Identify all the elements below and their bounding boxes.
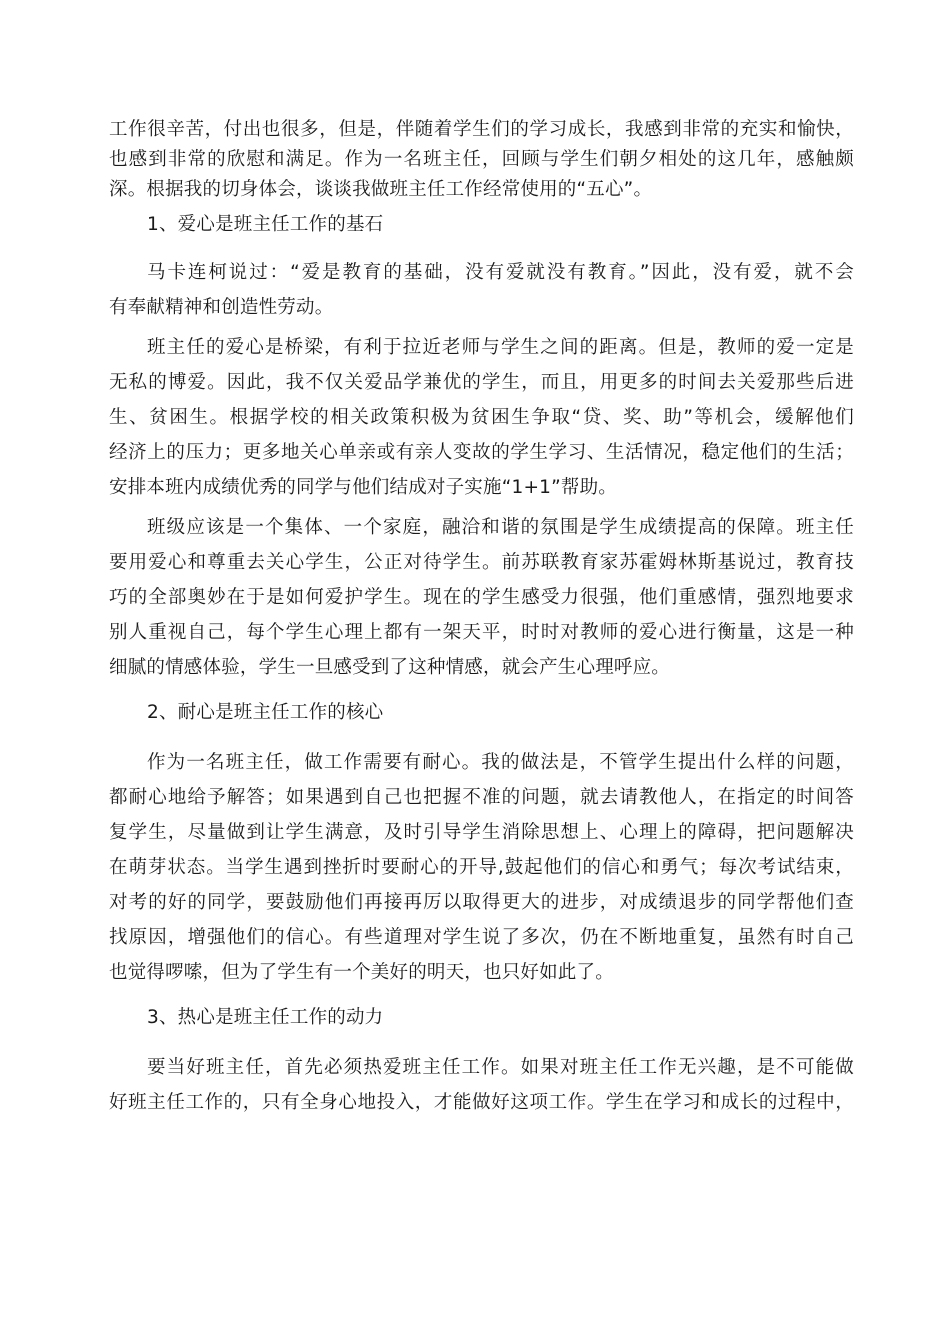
paragraph-line: 有奉献精神和创造性劳动。: [109, 297, 334, 318]
section-heading-3: 3、热心是班主任工作的动力: [147, 1007, 384, 1028]
paragraph-line: 在萌芽状态。当学生遇到挫折时要耐心的开导,鼓起他们的信心和勇气；每次考试结束，: [109, 857, 854, 878]
paragraph-line: 别人重视自己，每个学生心理上都有一架天平，时时对教师的爱心进行衡量，这是一种: [109, 622, 854, 643]
paragraph-line: 也感到非常的欣慰和满足。作为一名班主任，回顾与学生们朝夕相处的这几年，感触颇: [109, 149, 854, 170]
paragraph-line: 也觉得啰嗦，但为了学生有一个美好的明天，也只好如此了。: [109, 962, 614, 983]
paragraph-line: 工作很辛苦，付出也很多，但是，伴随着学生们的学习成长，我感到非常的充实和愉快，: [109, 119, 854, 140]
paragraph-line: 班主任的爱心是桥梁，有利于拉近老师与学生之间的距离。但是，教师的爱一定是: [147, 337, 854, 358]
paragraph-line: 无私的博爱。因此，我不仅关爱品学兼优的学生，而且，用更多的时间去关爱那些后进: [109, 372, 854, 393]
paragraph-line: 好班主任工作的，只有全身心地投入，才能做好这项工作。学生在学习和成长的过程中，: [109, 1092, 854, 1113]
paragraph-line: 都耐心地给予解答；如果遇到自己也把握不准的问题，就去请教他人，在指定的时间答: [109, 787, 854, 808]
paragraph-line: 对考的好的同学，要鼓励他们再接再厉以取得更大的进步，对成绩退步的同学帮他们查: [109, 892, 854, 913]
paragraph-line: 巧的全部奥妙在于是如何爱护学生。现在的学生感受力很强，他们重感情，强烈地要求: [109, 587, 854, 608]
paragraph-line: 经济上的压力；更多地关心单亲或有亲人变故的学生学习、生活情况，稳定他们的生活；: [109, 442, 854, 463]
paragraph-line: 找原因，增强他们的信心。有些道理对学生说了多次，仍在不断地重复，虽然有时自己: [109, 927, 854, 948]
paragraph-line: 要当好班主任，首先必须热爱班主任工作。如果对班主任工作无兴趣，是不可能做: [147, 1057, 854, 1078]
paragraph-line: 生、贫困生。根据学校的相关政策积极为贫困生争取“贷、奖、助”等机会，缓解他们: [109, 407, 854, 428]
section-heading-2: 2、耐心是班主任工作的核心: [147, 702, 384, 723]
paragraph-line: 马卡连柯说过：“爱是教育的基础，没有爱就没有教育。”因此，没有爱，就不会: [147, 262, 854, 283]
paragraph-line: 要用爱心和尊重去关心学生，公正对待学生。前苏联教育家苏霍姆林斯基说过，教育技: [109, 552, 854, 573]
paragraph-line: 安排本班内成绩优秀的同学与他们结成对子实施“1+1”帮助。: [109, 477, 618, 498]
paragraph-line: 班级应该是一个集体、一个家庭，融洽和谐的氛围是学生成绩提高的保障。班主任: [147, 517, 854, 538]
paragraph-line: 细腻的情感体验，学生一旦感受到了这种情感，就会产生心理呼应。: [109, 657, 671, 678]
paragraph-line: 复学生，尽量做到让学生满意，及时引导学生消除思想上、心理上的障碍，把问题解决: [109, 822, 854, 843]
section-heading-1: 1、爱心是班主任工作的基石: [147, 214, 384, 235]
paragraph-line: 作为一名班主任，做工作需要有耐心。我的做法是，不管学生提出什么样的问题，: [147, 752, 854, 773]
paragraph-line: 深。根据我的切身体会，谈谈我做班主任工作经常使用的“五心”。: [109, 179, 653, 200]
